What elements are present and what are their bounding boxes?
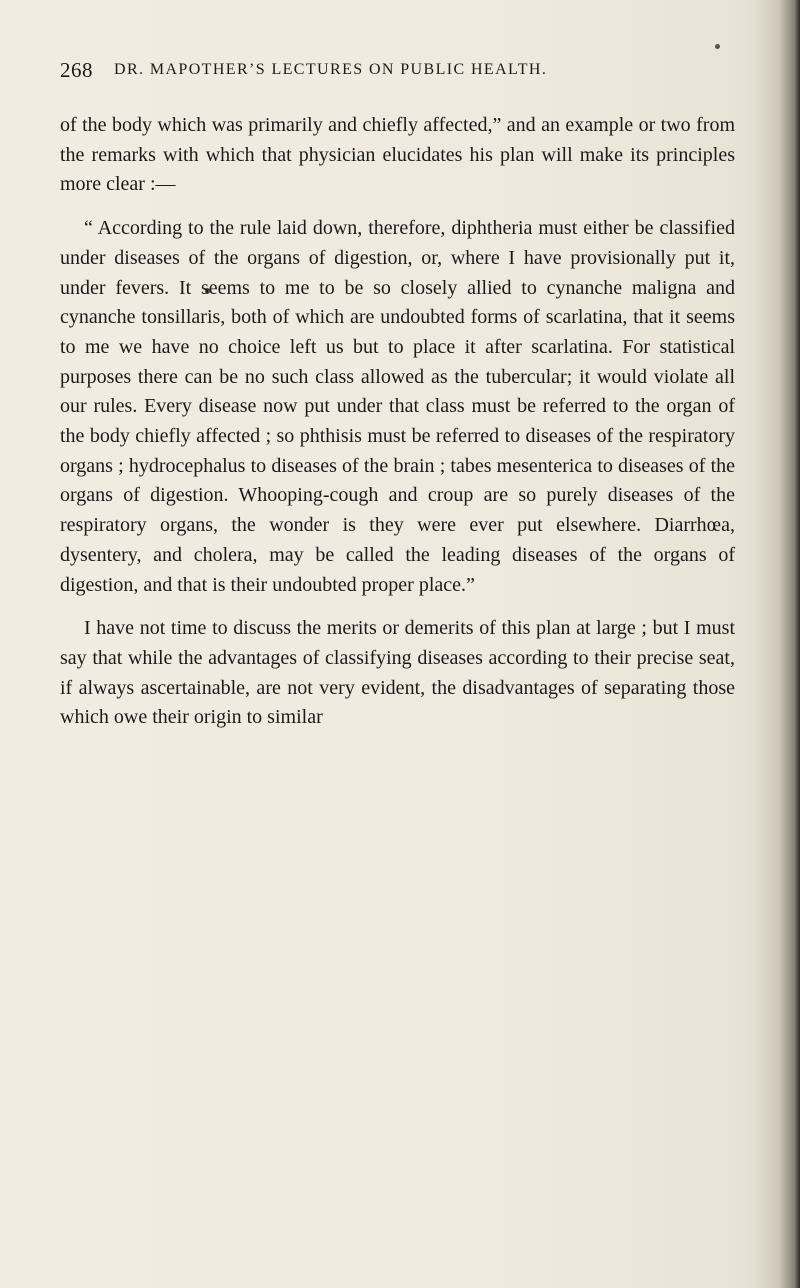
paragraph-continuation: of the body which was primarily and chiefly affected,” and an example or two from the remarks with which that physician elucidates his plan will make its principles more clear :—: [60, 114, 735, 196]
page-header: [60, 58, 740, 88]
page-number: 268: [60, 58, 93, 82]
running-head: DR. MAPOTHER’S LECTURES ON PUBLIC HEALTH.: [114, 61, 548, 78]
paragraph-quotation: “ According to the rule laid down, therefore, diphtheria must either be classified under diseases of the organs of digestion, or, where I have provisionally put it, under fevers. It seems to me to be so closely allied to cynanche maligna and cynanche tonsillaris, both of which are undoubted forms of scarlatina, that it seems to me we have no choice left us but to place it after scarlatina. For statistical purposes there can be no such class allowed as the tubercular; it would violate all our rules. Every disease now put under that class must be referred to the organ of the body chiefly affected ; so phthisis must be referred to diseases of the respiratory organs ; hydrocephalus to diseases of the brain ; tabes mesenterica to diseases of the organs of digestion. Whooping-cough and croup are so purely diseases of the respiratory organs, the wonder is they were ever put elsewhere. Diarrhœa, dysentery, and cholera, may be called the leading diseases of the organs of digestion, and that is their undoubted proper place.”: [60, 217, 735, 596]
ink-speck: [715, 44, 720, 49]
paragraph-discussion: I have not time to discuss the merits or demerits of this plan at large ; but I must say that while the advantages of classifying diseases according to their precise seat, if always ascertainable, are not very evident, the disadvantages of separating those which owe their origin to similar: [60, 617, 735, 729]
page-gutter-shadow: [754, 0, 800, 1288]
body-text: [60, 111, 735, 733]
